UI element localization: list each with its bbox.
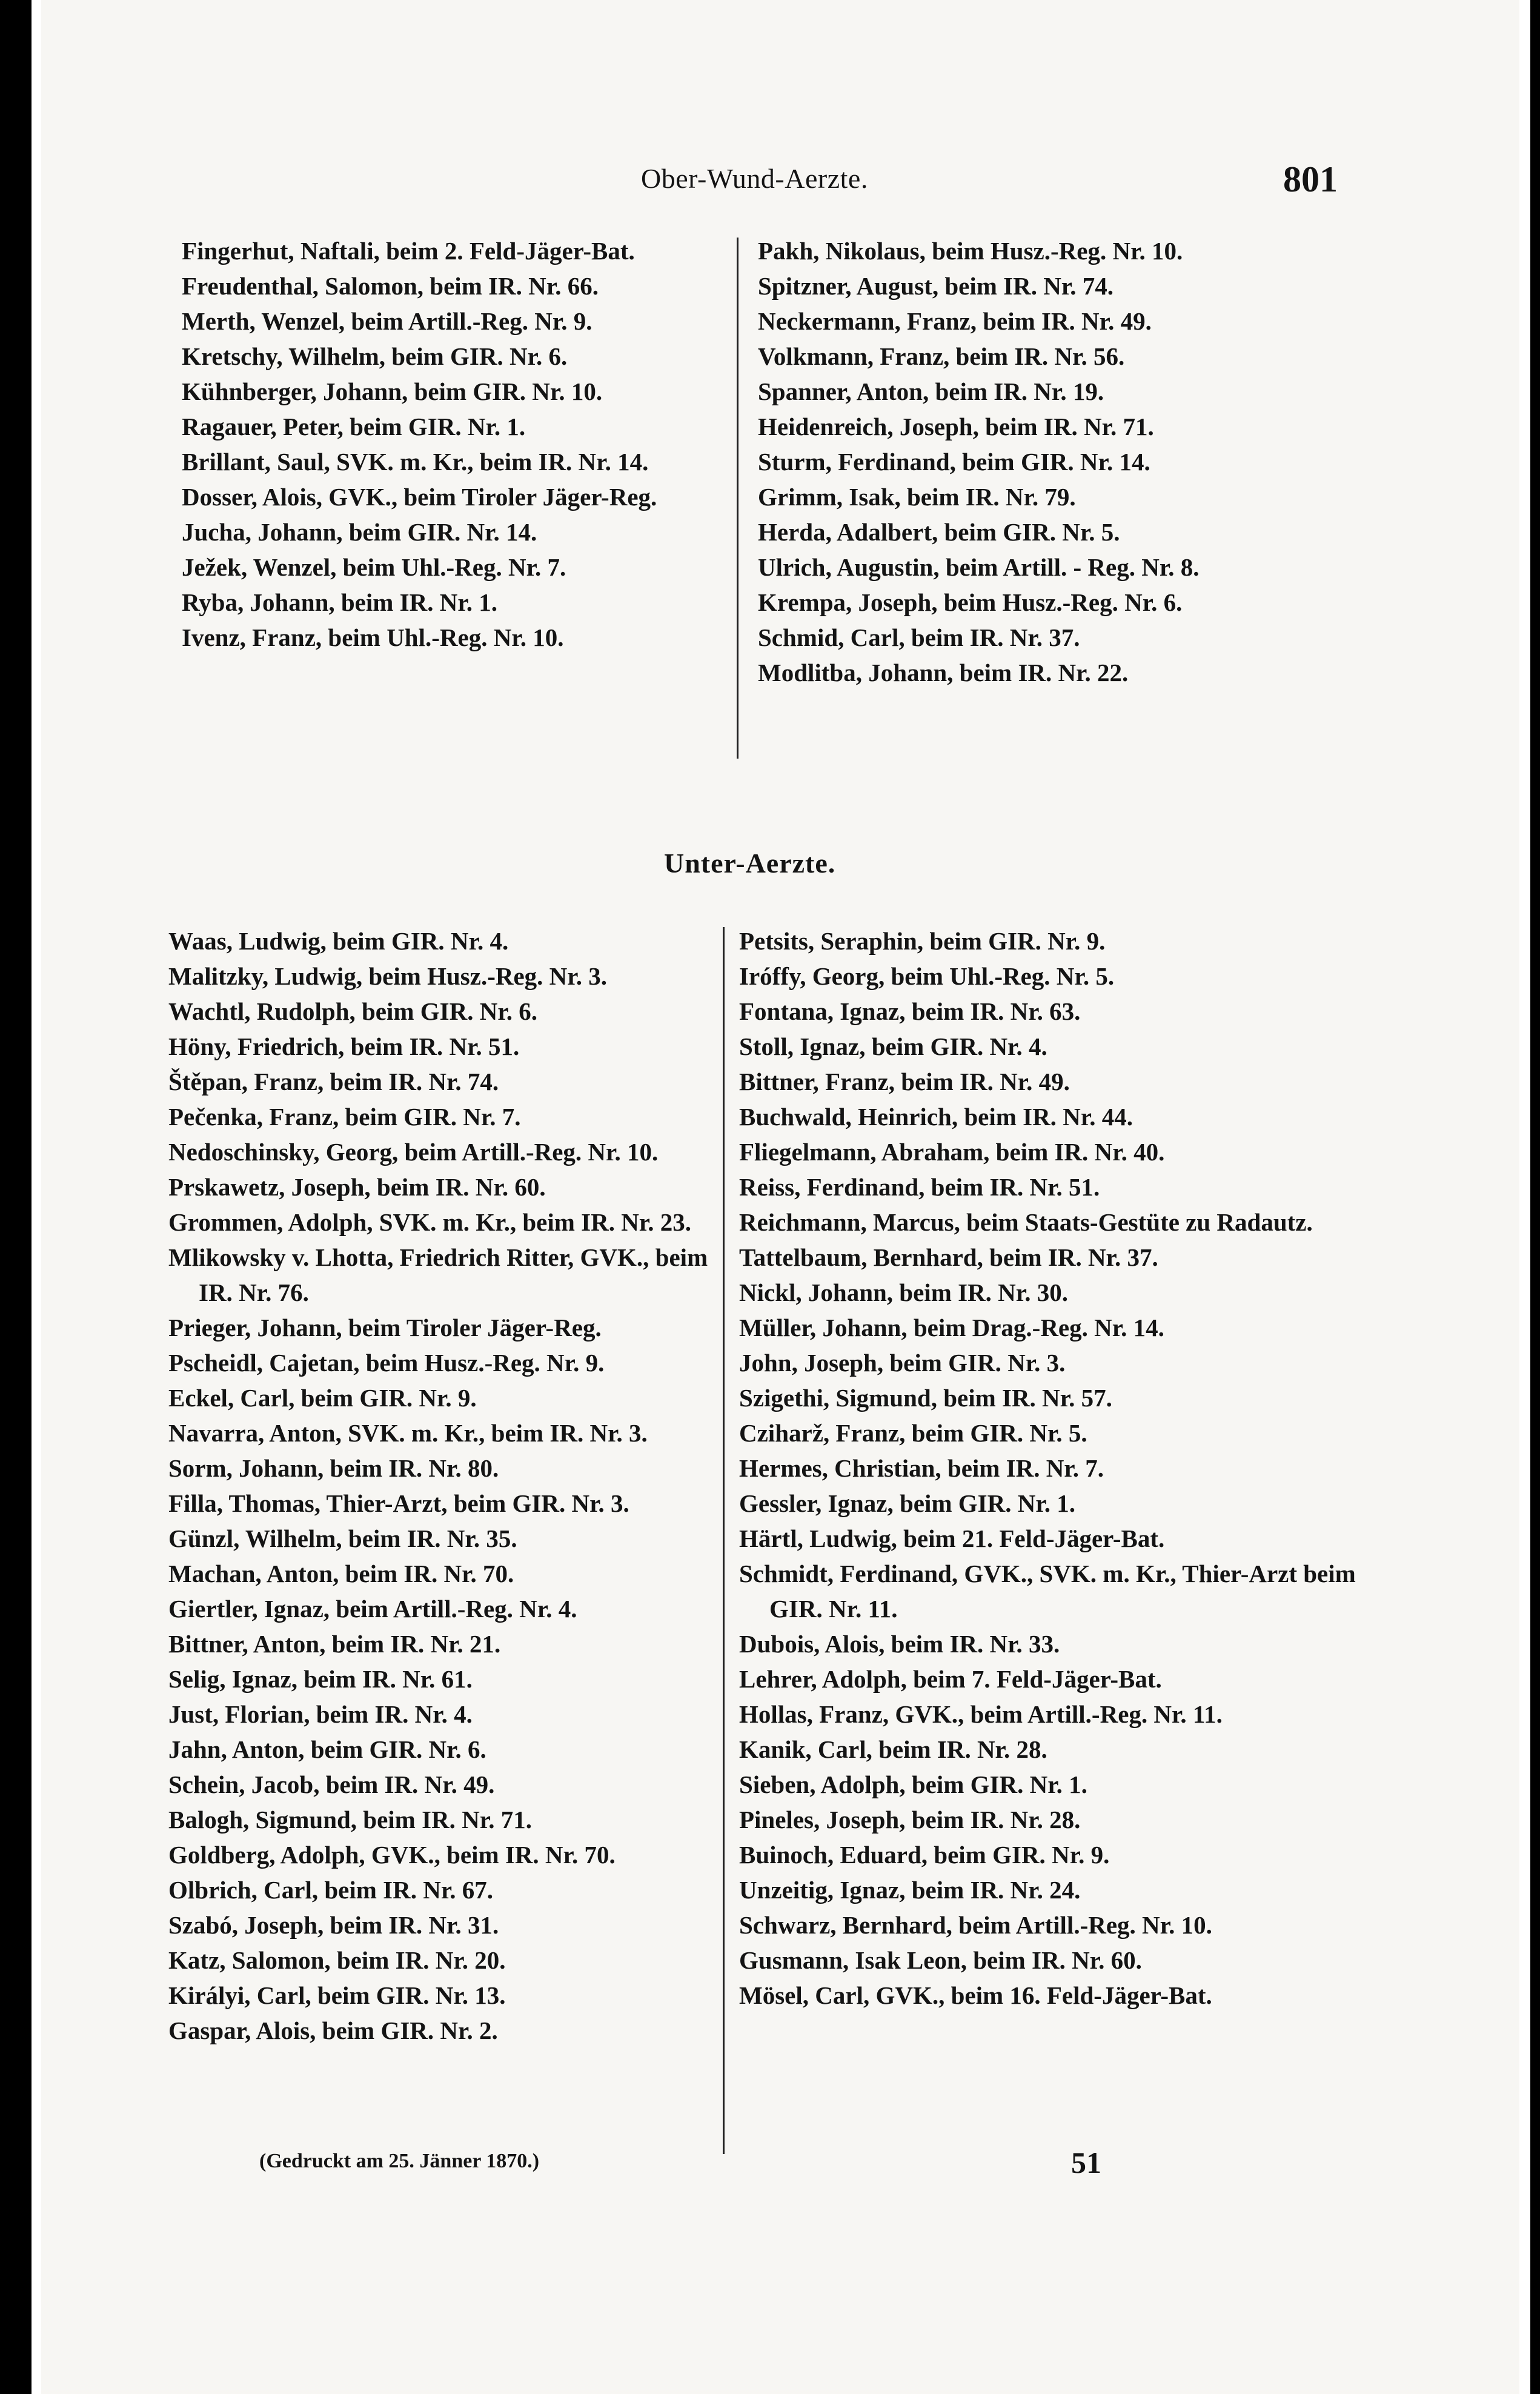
list-item: Wachtl, Rudolph, beim GIR. Nr. 6. [168, 997, 538, 1025]
list-item: Eckel, Carl, beim GIR. Nr. 9. [168, 1384, 477, 1412]
list-item: Szabó, Joseph, beim IR. Nr. 31. [168, 1911, 499, 1939]
list-item: Reiss, Ferdinand, beim IR. Nr. 51. [739, 1173, 1100, 1201]
print-date-note: (Gedruckt am 25. Jänner 1870.) [259, 2150, 540, 2172]
list-item: Dosser, Alois, GVK., beim Tiroler Jäger-Reg. [182, 483, 657, 511]
list-item: Müller, Johann, beim Drag.-Reg. Nr. 14. [739, 1314, 1164, 1342]
list-item: Sieben, Adolph, beim GIR. Nr. 1. [739, 1771, 1087, 1798]
list-item: Merth, Wenzel, beim Artill.-Reg. Nr. 9. [182, 307, 592, 335]
list-item: Grommen, Adolph, SVK. m. Kr., beim IR. Nr. 23. [168, 1208, 691, 1236]
list-item: Grimm, Isak, beim IR. Nr. 79. [758, 483, 1076, 511]
list-item: Pečenka, Franz, beim GIR. Nr. 7. [168, 1103, 521, 1131]
list-item: Iróffy, Georg, beim Uhl.-Reg. Nr. 5. [739, 962, 1115, 990]
list-item: Schwarz, Bernhard, beim Artill.-Reg. Nr. 10. [739, 1911, 1212, 1939]
list-item: Jucha, Johann, beim GIR. Nr. 14. [182, 518, 537, 546]
list-item: Mlikowsky v. Lhotta, Friedrich Ritter, GVK., beim IR. Nr. 76. [168, 1243, 708, 1306]
ober-left-column [182, 233, 748, 655]
list-item: Schmid, Carl, beim IR. Nr. 37. [758, 623, 1080, 651]
list-item: Giertler, Ignaz, beim Artill.-Reg. Nr. 4. [168, 1595, 577, 1623]
list-item: Gessler, Ignaz, beim GIR. Nr. 1. [739, 1489, 1076, 1517]
list-item: Ivenz, Franz, beim Uhl.-Reg. Nr. 10. [182, 623, 564, 651]
list-item: Spitzner, August, beim IR. Nr. 74. [758, 272, 1114, 300]
list-item: Filla, Thomas, Thier-Arzt, beim GIR. Nr. 3. [168, 1489, 629, 1517]
list-item: Navarra, Anton, SVK. m. Kr., beim IR. Nr. 3. [168, 1419, 648, 1447]
list-item: Nickl, Johann, beim IR. Nr. 30. [739, 1278, 1068, 1306]
list-item: Fliegelmann, Abraham, beim IR. Nr. 40. [739, 1138, 1165, 1166]
list-item: Volkmann, Franz, beim IR. Nr. 56. [758, 342, 1125, 370]
list-item: Prieger, Johann, beim Tiroler Jäger-Reg. [168, 1314, 602, 1342]
list-item: Pakh, Nikolaus, beim Husz.-Reg. Nr. 10. [758, 237, 1183, 265]
list-item: Mösel, Carl, GVK., beim 16. Feld-Jäger-Bat. [739, 1981, 1212, 2009]
list-item: Brillant, Saul, SVK. m. Kr., beim IR. Nr. 14. [182, 448, 649, 476]
list-item: Freudenthal, Salomon, beim IR. Nr. 66. [182, 272, 599, 300]
list-item: Buchwald, Heinrich, beim IR. Nr. 44. [739, 1103, 1133, 1131]
list-item: Heidenreich, Joseph, beim IR. Nr. 71. [758, 413, 1154, 441]
list-item: Krempa, Joseph, beim Husz.-Reg. Nr. 6. [758, 588, 1183, 616]
list-item: Buinoch, Eduard, beim GIR. Nr. 9. [739, 1841, 1110, 1869]
list-item: Höny, Friedrich, beim IR. Nr. 51. [168, 1032, 520, 1060]
list-item: Bittner, Anton, beim IR. Nr. 21. [168, 1630, 501, 1658]
list-item: Schmidt, Ferdinand, GVK., SVK. m. Kr., Thier-Arzt beim GIR. Nr. 11. [739, 1560, 1356, 1623]
list-item: Günzl, Wilhelm, beim IR. Nr. 35. [168, 1525, 517, 1552]
list-item: Szigethi, Sigmund, beim IR. Nr. 57. [739, 1384, 1112, 1412]
list-item: Petsits, Seraphin, beim GIR. Nr. 9. [739, 927, 1106, 955]
list-item: Štěpan, Franz, beim IR. Nr. 74. [168, 1068, 499, 1096]
list-item: Gaspar, Alois, beim GIR. Nr. 2. [168, 2017, 498, 2044]
column-divider [737, 238, 738, 759]
column-divider [723, 927, 725, 2154]
list-item: Stoll, Ignaz, beim GIR. Nr. 4. [739, 1032, 1047, 1060]
page-header: Ober-Wund-Aerzte. [641, 163, 868, 194]
list-item: Kühnberger, Johann, beim GIR. Nr. 10. [182, 377, 603, 405]
list-item: Nedoschinsky, Georg, beim Artill.-Reg. Nr. 10. [168, 1138, 659, 1166]
list-item: Tattelbaum, Bernhard, beim IR. Nr. 37. [739, 1243, 1158, 1271]
list-item: Balogh, Sigmund, beim IR. Nr. 71. [168, 1806, 532, 1834]
unter-left-column [168, 923, 726, 2048]
list-item: Gusmann, Isak Leon, beim IR. Nr. 60. [739, 1946, 1142, 1974]
scan-border-left [0, 0, 32, 2394]
list-item: Pineles, Joseph, beim IR. Nr. 28. [739, 1806, 1081, 1834]
list-item: Hollas, Franz, GVK., beim Artill.-Reg. Nr. 11. [739, 1700, 1223, 1728]
list-item: Fingerhut, Naftali, beim 2. Feld-Jäger-Bat. [182, 237, 635, 265]
list-item: Ragauer, Peter, beim GIR. Nr. 1. [182, 413, 526, 441]
page-number: 801 [1283, 159, 1338, 199]
document-page [41, 0, 1519, 2394]
list-item: Machan, Anton, beim IR. Nr. 70. [168, 1560, 514, 1588]
signature-mark: 51 [1071, 2146, 1101, 2180]
list-item: Pscheidl, Cajetan, beim Husz.-Reg. Nr. 9. [168, 1349, 605, 1377]
list-item: Ryba, Johann, beim IR. Nr. 1. [182, 588, 498, 616]
list-item: Hermes, Christian, beim IR. Nr. 7. [739, 1454, 1104, 1482]
list-item: Prskawetz, Joseph, beim IR. Nr. 60. [168, 1173, 546, 1201]
list-item: Sturm, Ferdinand, beim GIR. Nr. 14. [758, 448, 1150, 476]
list-item: Dubois, Alois, beim IR. Nr. 33. [739, 1630, 1060, 1658]
list-item: John, Joseph, beim GIR. Nr. 3. [739, 1349, 1066, 1377]
list-item: Spanner, Anton, beim IR. Nr. 19. [758, 377, 1104, 405]
list-item: Neckermann, Franz, beim IR. Nr. 49. [758, 307, 1152, 335]
list-item: Kretschy, Wilhelm, beim GIR. Nr. 6. [182, 342, 568, 370]
list-item: Herda, Adalbert, beim GIR. Nr. 5. [758, 518, 1120, 546]
list-item: Selig, Ignaz, beim IR. Nr. 61. [168, 1665, 473, 1693]
list-item: Jahn, Anton, beim GIR. Nr. 6. [168, 1735, 486, 1763]
list-item: Fontana, Ignaz, beim IR. Nr. 63. [739, 997, 1081, 1025]
list-item: Reichmann, Marcus, beim Staats-Gestüte zu Radautz. [739, 1208, 1313, 1236]
list-item: Kanik, Carl, beim IR. Nr. 28. [739, 1735, 1047, 1763]
list-item: Cziharž, Franz, beim GIR. Nr. 5. [739, 1419, 1087, 1447]
list-item: Olbrich, Carl, beim IR. Nr. 67. [168, 1876, 494, 1904]
list-item: Bittner, Franz, beim IR. Nr. 49. [739, 1068, 1070, 1096]
list-item: Ulrich, Augustin, beim Artill. - Reg. Nr. 8. [758, 553, 1200, 581]
list-item: Schein, Jacob, beim IR. Nr. 49. [168, 1771, 495, 1798]
ober-right-column [758, 233, 1364, 690]
unter-right-column [739, 923, 1369, 2013]
scan-border-right [1530, 0, 1540, 2394]
list-item: Goldberg, Adolph, GVK., beim IR. Nr. 70. [168, 1841, 616, 1869]
list-item: Lehrer, Adolph, beim 7. Feld-Jäger-Bat. [739, 1665, 1162, 1693]
list-item: Waas, Ludwig, beim GIR. Nr. 4. [168, 927, 509, 955]
list-item: Malitzky, Ludwig, beim Husz.-Reg. Nr. 3. [168, 962, 607, 990]
list-item: Modlitba, Johann, beim IR. Nr. 22. [758, 659, 1129, 687]
list-item: Unzeitig, Ignaz, beim IR. Nr. 24. [739, 1876, 1081, 1904]
section-title: Unter-Aerzte. [664, 848, 836, 879]
list-item: Härtl, Ludwig, beim 21. Feld-Jäger-Bat. [739, 1525, 1165, 1552]
list-item: Katz, Salomon, beim IR. Nr. 20. [168, 1946, 506, 1974]
list-item: Királyi, Carl, beim GIR. Nr. 13. [168, 1981, 506, 2009]
list-item: Just, Florian, beim IR. Nr. 4. [168, 1700, 473, 1728]
list-item: Ježek, Wenzel, beim Uhl.-Reg. Nr. 7. [182, 553, 566, 581]
list-item: Sorm, Johann, beim IR. Nr. 80. [168, 1454, 499, 1482]
